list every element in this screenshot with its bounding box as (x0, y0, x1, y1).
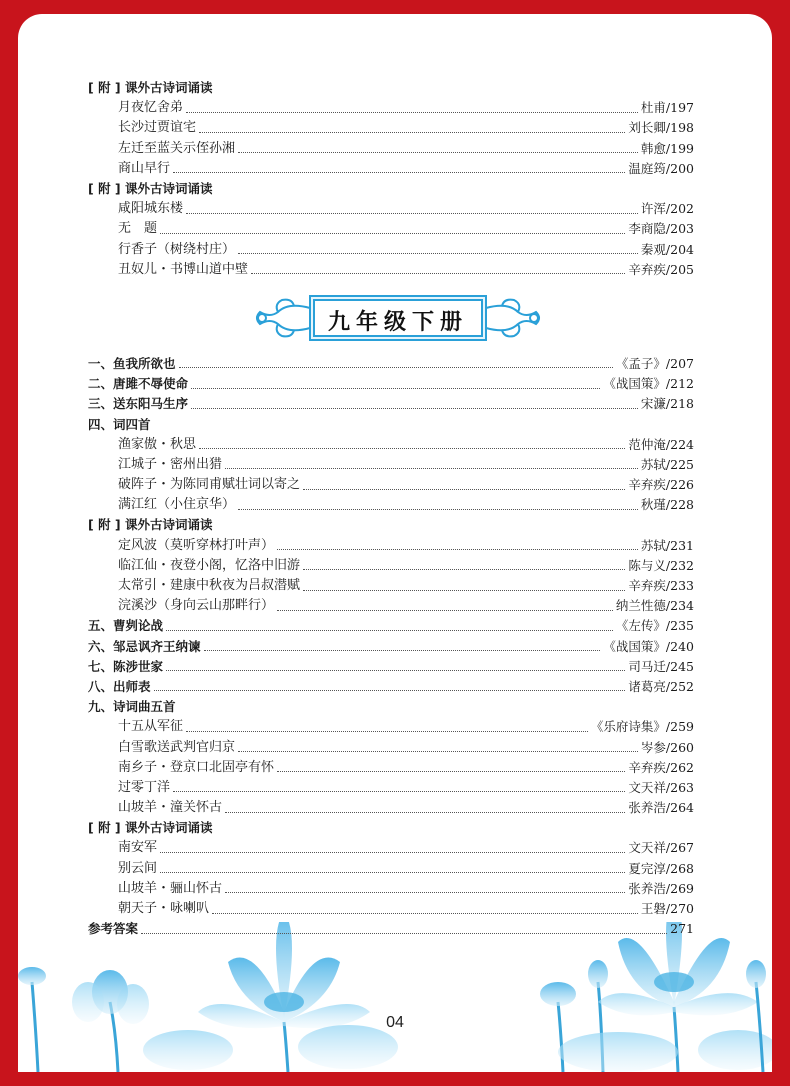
entry-source-page (603, 637, 694, 657)
dot-leader (166, 630, 613, 631)
entries-block (88, 354, 694, 939)
dot-leader (225, 468, 638, 469)
entry-author: 陈与义 (628, 557, 666, 573)
entry-source-page (628, 159, 694, 179)
entry-title: 六、邹忌讽齐王纳谏 (88, 638, 201, 654)
entry-page: /264 (665, 800, 694, 816)
entry-source-page (628, 576, 694, 596)
entry-page: /199 (665, 140, 694, 156)
entry-title: 五、曹刿论战 (88, 618, 164, 634)
entry-source-page (628, 260, 694, 280)
entry-source-page (670, 919, 694, 939)
entry-title: 过零丁洋 (118, 779, 171, 795)
entry-page: /267 (665, 840, 694, 856)
toc-heading (88, 78, 694, 98)
lotus-decoration (18, 922, 772, 1072)
entry-page: /200 (665, 160, 694, 176)
entry-source-page (641, 394, 694, 414)
entry-title: 山坡羊・骊山怀古 (118, 880, 223, 896)
entry-title: 太常引・建康中秋夜为吕叔潜赋 (118, 578, 301, 594)
entry-page: /218 (665, 396, 694, 412)
entry-page: /262 (665, 759, 694, 775)
entry-author: 纳兰性德 (615, 598, 666, 614)
toc-entry (88, 838, 694, 858)
entry-page: /202 (665, 201, 694, 217)
dot-leader (166, 670, 625, 671)
entry-author: 苏轼 (640, 456, 666, 472)
dot-leader (303, 590, 625, 591)
dot-leader (238, 253, 638, 254)
table-of-contents (88, 78, 694, 939)
toc-entry (88, 798, 694, 818)
entry-page: 271 (670, 921, 694, 937)
entry-page: /207 (665, 355, 694, 371)
entry-page: /263 (665, 779, 694, 795)
entry-source-page (628, 657, 694, 677)
toc-entry (88, 98, 694, 118)
entry-author: 宋濂 (640, 396, 666, 412)
dot-leader (154, 690, 626, 691)
entry-source-page (628, 798, 694, 818)
dot-leader (225, 812, 625, 813)
toc-entry (88, 536, 694, 556)
entry-title: 定风波（莫听穿林打叶声） (118, 537, 275, 553)
entry-title: [ 附 ] 课外古诗词诵读 (88, 517, 213, 533)
entry-author: 杜甫 (640, 100, 666, 116)
toc-entry (88, 879, 694, 899)
entry-source-page (641, 240, 694, 260)
entry-source-page (641, 899, 694, 919)
entry-author: 李商隐 (628, 221, 666, 237)
entry-title: 三、送东阳马生序 (88, 396, 189, 412)
entry-title: 江城子・密州出猎 (118, 456, 223, 472)
entry-title: 白雪歌送武判官归京 (118, 739, 236, 755)
entry-title: 破阵子・为陈同甫赋壮词以寄之 (118, 477, 301, 493)
entry-title: 浣溪沙（身向云山那畔行） (118, 598, 275, 614)
grade-banner (88, 288, 694, 350)
dot-leader (186, 731, 588, 732)
toc-heading (88, 179, 694, 199)
entry-author: 《乐府诗集》 (590, 719, 666, 735)
entry-source-page (628, 475, 694, 495)
dot-leader (191, 388, 600, 389)
toc-entry (88, 899, 694, 919)
page-number: 04 (386, 1014, 404, 1031)
entry-title: 南乡子・登京口北固亭有怀 (118, 759, 275, 775)
entry-title: 临江仙・夜登小阁，忆洛中旧游 (118, 557, 301, 573)
entry-title: 长沙过贾谊宅 (118, 120, 197, 136)
entry-title: 渔家傲・秋思 (118, 436, 197, 452)
entry-author: 范仲淹 (628, 436, 666, 452)
entry-source-page (603, 374, 694, 394)
dot-leader (199, 448, 625, 449)
entry-page: /231 (665, 537, 694, 553)
toc-entry (88, 616, 694, 636)
entry-source-page (641, 199, 694, 219)
entry-source-page (616, 596, 694, 616)
toc-entry (88, 118, 694, 138)
entry-title: 无 题 (118, 221, 158, 237)
dot-leader (303, 489, 625, 490)
entry-author: 《左传》 (615, 618, 666, 634)
toc-entry (88, 556, 694, 576)
entry-source-page (641, 139, 694, 159)
entry-title: 山坡羊・潼关怀古 (118, 800, 223, 816)
toc-entry (88, 455, 694, 475)
entry-author: 许浑 (640, 201, 666, 217)
entry-author: 秋瑾 (640, 497, 666, 513)
dot-leader (173, 791, 625, 792)
entry-author: 辛弃疾 (628, 477, 666, 493)
entry-title: 一、鱼我所欲也 (88, 355, 176, 371)
toc-entry (88, 576, 694, 596)
entry-author: 刘长卿 (628, 120, 666, 136)
entry-page: /228 (665, 497, 694, 513)
entry-author: 张养浩 (628, 800, 666, 816)
entry-author: 秦观 (640, 241, 666, 257)
dot-leader (238, 751, 638, 752)
entry-page: /268 (665, 860, 694, 876)
entry-source-page (641, 98, 694, 118)
toc-entry (88, 139, 694, 159)
dot-leader (160, 852, 625, 853)
dot-leader (277, 549, 638, 550)
entry-page: /225 (665, 456, 694, 472)
entry-source-page (628, 219, 694, 239)
entry-title: 满江红（小住京华） (118, 497, 236, 513)
entry-title: 朝天子・咏喇叭 (118, 901, 210, 917)
dot-leader (179, 367, 613, 368)
entry-page: /245 (665, 658, 694, 674)
entry-source-page (628, 435, 694, 455)
entry-title: 南安军 (118, 840, 158, 856)
dot-leader (204, 650, 601, 651)
toc-entry (88, 435, 694, 455)
dot-leader (225, 892, 625, 893)
entry-author: 《战国策》 (603, 638, 666, 654)
entry-title: 八、出师表 (88, 678, 151, 694)
dot-leader (191, 408, 638, 409)
entry-author: 辛弃疾 (628, 261, 666, 277)
entry-author: 诸葛亮 (628, 678, 666, 694)
toc-entry (88, 219, 694, 239)
dot-leader (160, 872, 625, 873)
entry-page: /212 (665, 376, 694, 392)
toc-heading (88, 697, 694, 717)
dot-leader (303, 569, 625, 570)
entry-title: [ 附 ] 课外古诗词诵读 (88, 820, 213, 836)
entry-author: 王磐 (640, 901, 666, 917)
entry-author: 辛弃疾 (628, 578, 666, 594)
page-sheet (18, 14, 772, 1072)
toc-entry (88, 394, 694, 414)
entry-title: 参考答案 (88, 921, 139, 937)
toc-entry (88, 475, 694, 495)
toc-entry (88, 240, 694, 260)
entry-page: /234 (665, 598, 694, 614)
entry-page: /270 (665, 901, 694, 917)
dot-leader (141, 933, 667, 934)
entry-title: 四、词四首 (88, 416, 151, 432)
entry-page: /240 (665, 638, 694, 654)
entry-source-page (628, 859, 694, 879)
toc-entry (88, 199, 694, 219)
entry-author: 苏轼 (640, 537, 666, 553)
entry-title: 左迁至蓝关示侄孙湘 (118, 140, 236, 156)
toc-heading (88, 414, 694, 434)
entry-page: /205 (665, 261, 694, 277)
toc-entry (88, 859, 694, 879)
entry-page: /232 (665, 557, 694, 573)
entry-source-page (628, 778, 694, 798)
entry-author: 温庭筠 (628, 160, 666, 176)
entry-source-page (641, 455, 694, 475)
entry-title: 七、陈涉世家 (88, 658, 164, 674)
toc-entry (88, 637, 694, 657)
dot-leader (251, 273, 625, 274)
toc-entry (88, 260, 694, 280)
toc-entry (88, 354, 694, 374)
toc-entry (88, 778, 694, 798)
dot-leader (199, 132, 625, 133)
entry-author: 岑参 (640, 739, 666, 755)
entry-source-page (628, 677, 694, 697)
entry-page: /226 (665, 477, 694, 493)
entry-page: /252 (665, 678, 694, 694)
dot-leader (238, 509, 638, 510)
toc-entry (88, 495, 694, 515)
toc-entry (88, 677, 694, 697)
dot-leader (238, 152, 638, 153)
entry-page: /235 (665, 618, 694, 634)
entry-page: /260 (665, 739, 694, 755)
entry-source-page (591, 717, 694, 737)
entry-page: /203 (665, 221, 694, 237)
entry-author: 《战国策》 (603, 376, 666, 392)
entry-source-page (628, 879, 694, 899)
banner-title: 九年级下册 (327, 308, 468, 335)
entry-page: /198 (665, 120, 694, 136)
toc-entry (88, 374, 694, 394)
entry-title: 月夜忆舍弟 (118, 100, 184, 116)
toc-heading (88, 515, 694, 535)
entry-source-page (616, 354, 694, 374)
entry-page: /224 (665, 436, 694, 452)
toc-entry (88, 657, 694, 677)
entry-title: 丑奴儿・书博山道中壁 (118, 261, 249, 277)
dot-leader (277, 771, 625, 772)
entry-author: 文天祥 (628, 840, 666, 856)
entry-title: 商山早行 (118, 160, 171, 176)
entry-author: 辛弃疾 (628, 759, 666, 775)
entry-author: 文天祥 (628, 779, 666, 795)
dot-leader (160, 233, 625, 234)
entry-title: 行香子（树绕村庄） (118, 241, 236, 257)
entry-page: /269 (665, 880, 694, 896)
toc-entry (88, 717, 694, 737)
dot-leader (277, 610, 613, 611)
entry-source-page (641, 495, 694, 515)
entry-author: 《孟子》 (615, 355, 666, 371)
dot-leader (186, 213, 638, 214)
entry-source-page (628, 556, 694, 576)
toc-heading (88, 818, 694, 838)
dot-leader (173, 172, 625, 173)
entry-source-page (641, 536, 694, 556)
entry-title: 别云间 (118, 860, 158, 876)
entry-page: /204 (665, 241, 694, 257)
dot-leader (212, 913, 638, 914)
entry-author: 韩愈 (640, 140, 666, 156)
toc-entry (88, 159, 694, 179)
dot-leader (186, 112, 638, 113)
entry-page: /259 (665, 719, 694, 735)
toc-entry (88, 596, 694, 616)
entry-source-page (628, 118, 694, 138)
entry-title: 咸阳城东楼 (118, 201, 184, 217)
previous-section-block (88, 78, 694, 280)
toc-entry (88, 919, 694, 939)
entry-source-page (628, 838, 694, 858)
toc-entry (88, 758, 694, 778)
entry-title: 十五从军征 (118, 719, 184, 735)
entry-author: 夏完淳 (628, 860, 666, 876)
entry-page: /233 (665, 578, 694, 594)
entry-source-page (616, 616, 694, 636)
entry-author: 张养浩 (628, 880, 666, 896)
entry-author: 司马迁 (628, 658, 666, 674)
entry-title: 二、唐雎不辱使命 (88, 376, 189, 392)
heading-text: [ 附 ] 课外古诗词诵读 (88, 181, 213, 197)
entry-title: 九、诗词曲五首 (88, 699, 176, 715)
entry-source-page (628, 758, 694, 778)
heading-text: [ 附 ] 课外古诗词诵读 (88, 80, 213, 96)
entry-source-page (641, 738, 694, 758)
toc-entry (88, 737, 694, 757)
entry-page: /197 (665, 100, 694, 116)
